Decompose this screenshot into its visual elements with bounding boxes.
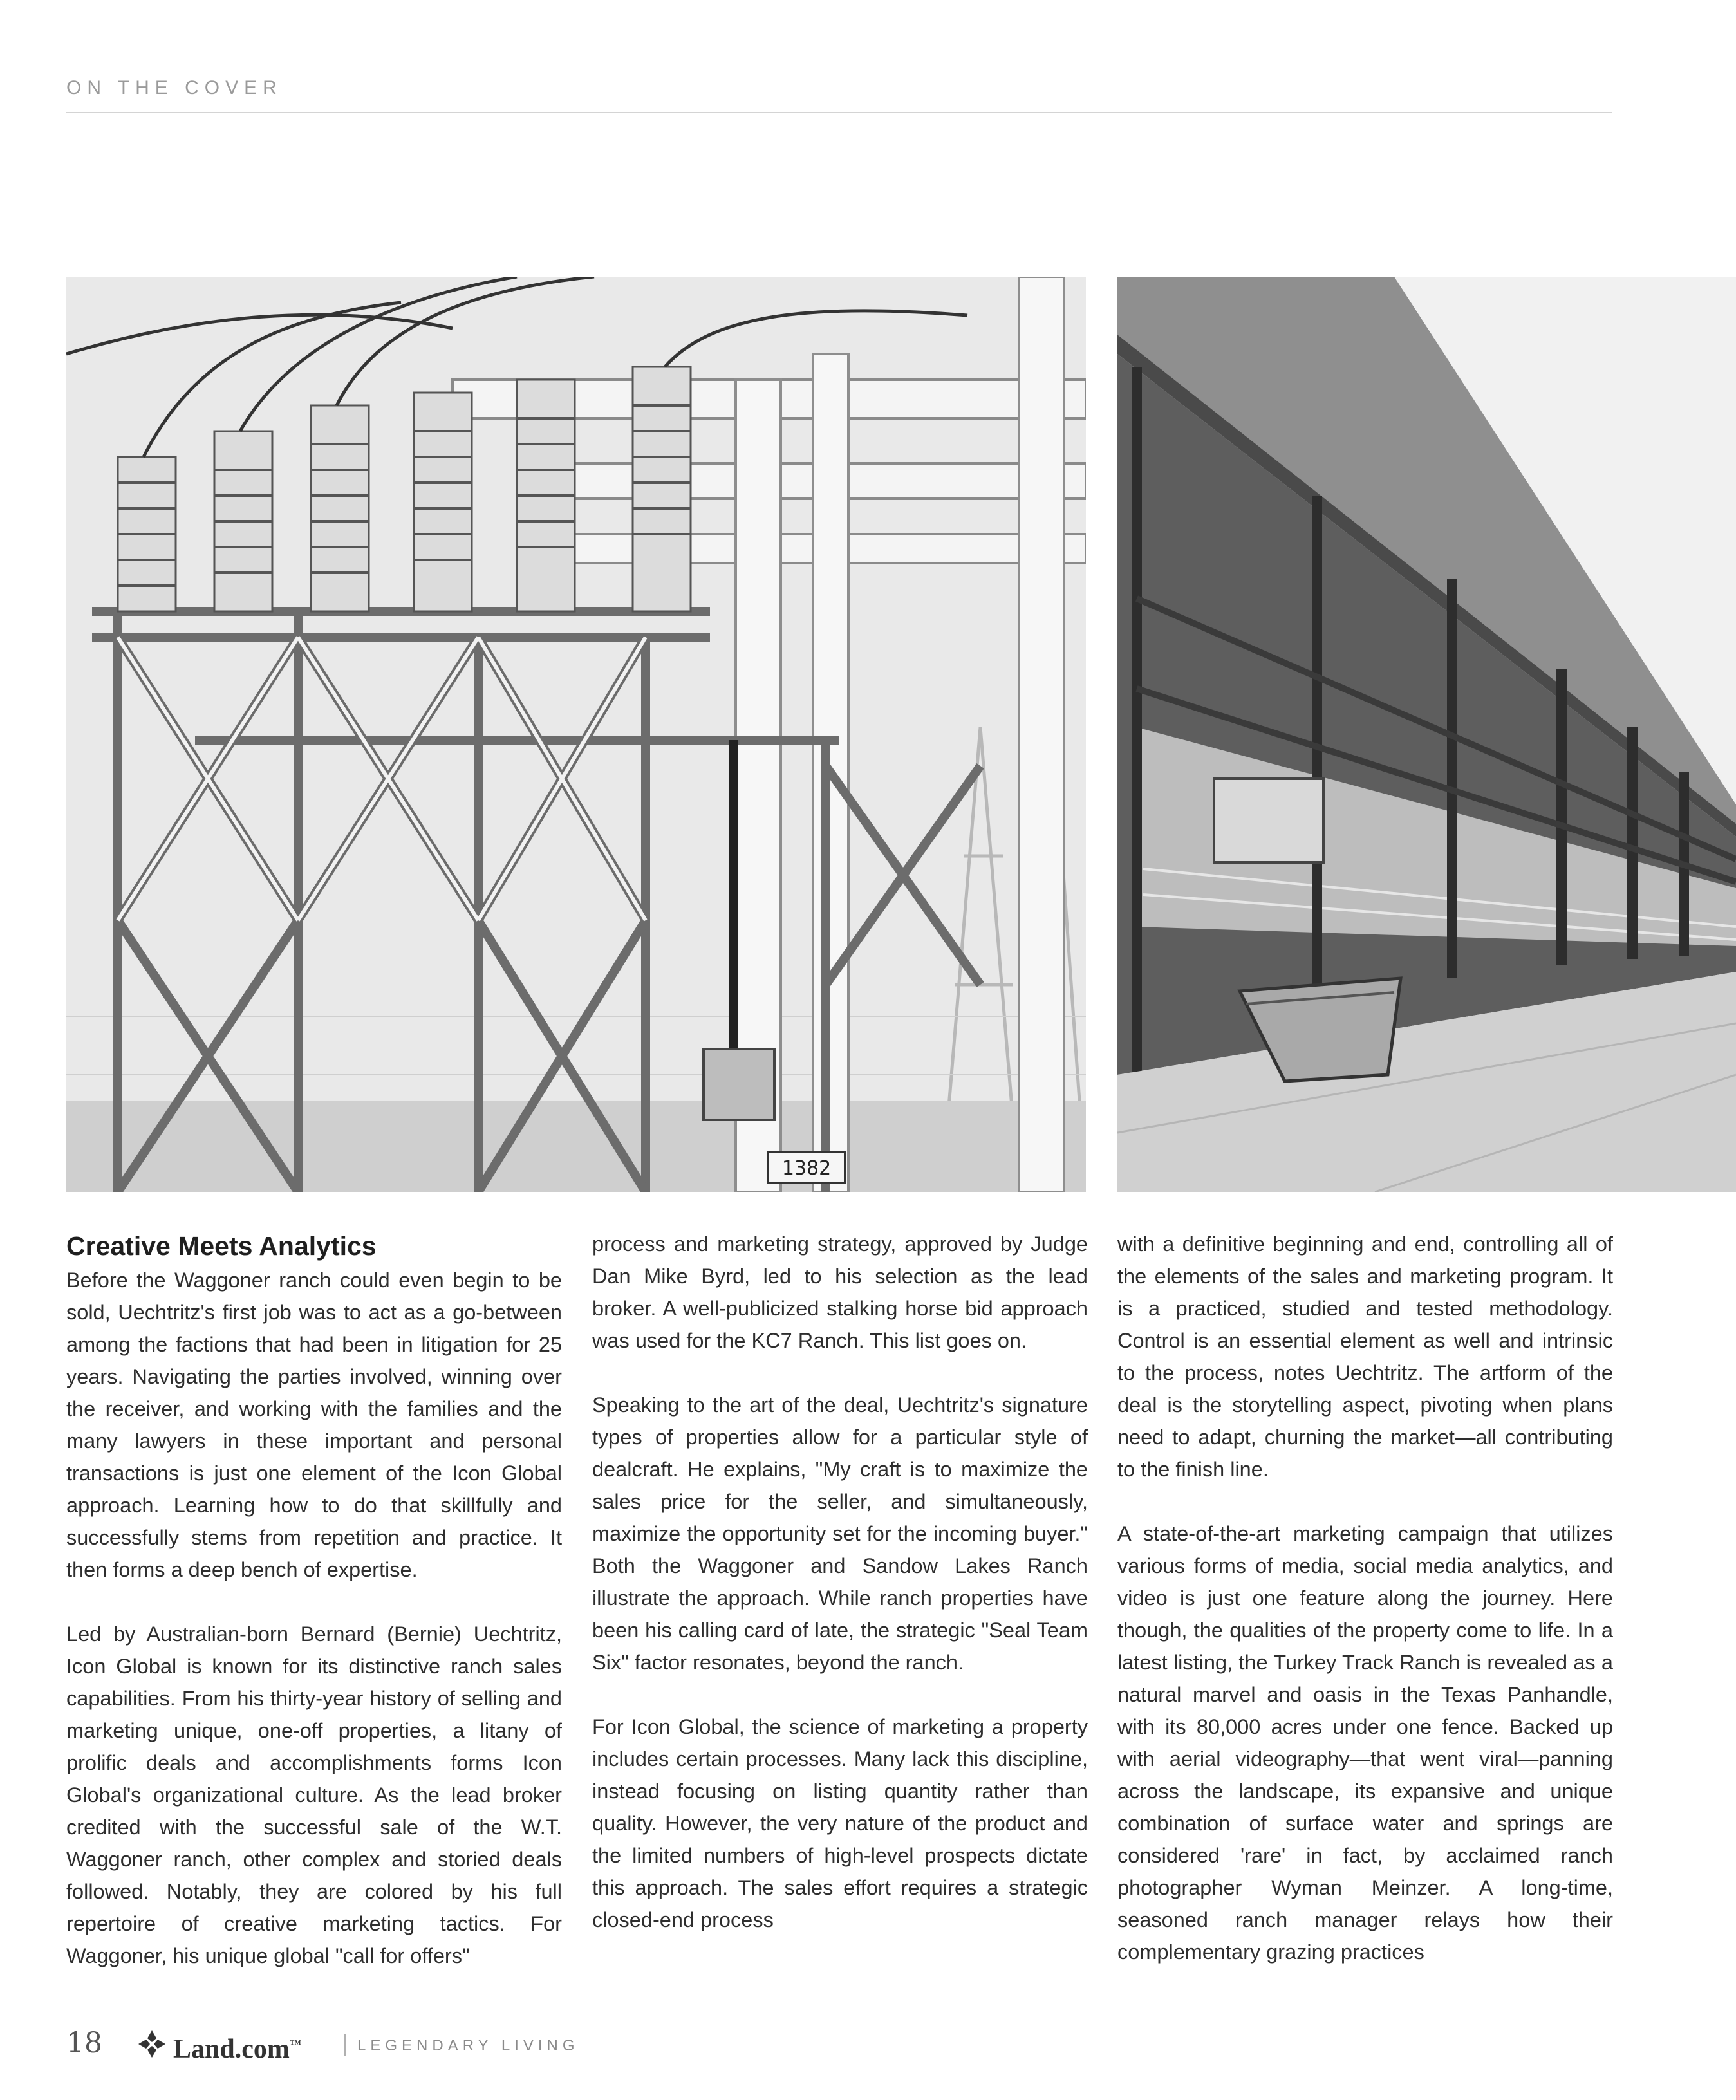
page-number: 18 — [66, 2027, 102, 2059]
paragraph: process and marketing strategy, approved by Judge Dan Mike Byrd, led to his selection as the lead broker. A well-publicized stalking horse bid approach was used for the KC7 Ranch. This list goes on. — [592, 1232, 1088, 1352]
land-logo-icon — [137, 2029, 167, 2059]
paragraph: Speaking to the art of the deal, Uechtritz's signature types of properties allow for a particular style of dealcraft. He explains, "My craft is to maximize the sales price for the seller, and simultaneously, maximize the opportunity set for the incoming buyer." Both the Waggoner and Sandow Lakes Ranch illustrate the approach. While ranch properties have been his calling card of late, the strategic "Seal Team Six" factor resonates, beyond the ranch. — [592, 1393, 1088, 1674]
article-column-3 — [1117, 1228, 1613, 2013]
paragraph: For Icon Global, the science of marketing a property includes certain processes. Many lack this discipline, instead focusing on listing quantity rather than quality. However, the very nature of the product and the limited numbers of high-level prospects dictate this approach. The sales effort requires a strategic closed-end process — [592, 1715, 1088, 1931]
substation-illustration — [66, 277, 1086, 1192]
paragraph: Before the Waggoner ranch could even begin to be sold, Uechtritz's first job was to act as a go-between among the factions that had been in litigation for 25 years. Navigating the parties involved, winning over the receiver, and working with the families and the many lawyers in these important and personal transactions is just one element of the Icon Global approach. Learning how to do that skillfully and successfully stems from repetition and practice. It then forms a deep bench of expertise. — [66, 1268, 562, 1581]
article-column-2 — [592, 1228, 1088, 2013]
equipment-plate-number: 1382 — [781, 1157, 832, 1180]
footer-tagline: LEGENDARY LIVING — [357, 2037, 579, 2054]
footer-divider — [344, 2034, 346, 2056]
paragraph: Led by Australian-born Bernard (Bernie) Uechtritz, Icon Global is known for its distinctive ranch sales capabilities. From his thirty-year history of selling and marketing unique, one-off properties, a litany of prolific deals and accomplishments forms Icon Global's organizational culture. As the lead broker credited with the successful sale of the W.T. Waggoner ranch, other complex and storied deals followed. Notably, they are colored by his full repertoire of creative marketing tactics. For Waggoner, his unique global "call for offers" — [66, 1622, 562, 1967]
warehouse-photo — [1117, 277, 1736, 1192]
article-column-1 — [66, 1228, 562, 2013]
section-label: ON THE COVER — [66, 77, 283, 98]
paragraph: A state-of-the-art marketing campaign that utilizes various forms of media, social media analytics, and video is just one feature along the journey. Here though, the qualities of the property come to life. In a latest listing, the Turkey Track Ranch is revealed as a natural marvel and oasis in the Texas Panhandle, with its 80,000 acres under one fence. Backed up with aerial videography—that went viral—panning across the landscape, its expansive and unique combination of surface water and springs are considered 'rare' in fact, by acclaimed ranch photographer Wyman Meinzer. A long-time, seasoned ranch manager relays how their complementary grazing practices — [1117, 1522, 1613, 1964]
warehouse-illustration — [1117, 277, 1736, 1192]
header-divider — [66, 112, 1612, 113]
logo-text: Land.com™ — [173, 2034, 301, 2064]
article-heading: Creative Meets Analytics — [66, 1231, 377, 1261]
substation-photo — [66, 277, 1086, 1192]
paragraph: with a definitive beginning and end, controlling all of the elements of the sales and marketing program. It is a practiced, studied and tested methodology. Control is an essential element as well and intrinsic to the process, notes Uechtritz. The artform of the deal is the storytelling aspect, pivoting when plans need to adapt, churning the market—all contributing to the finish line. — [1117, 1232, 1613, 1481]
